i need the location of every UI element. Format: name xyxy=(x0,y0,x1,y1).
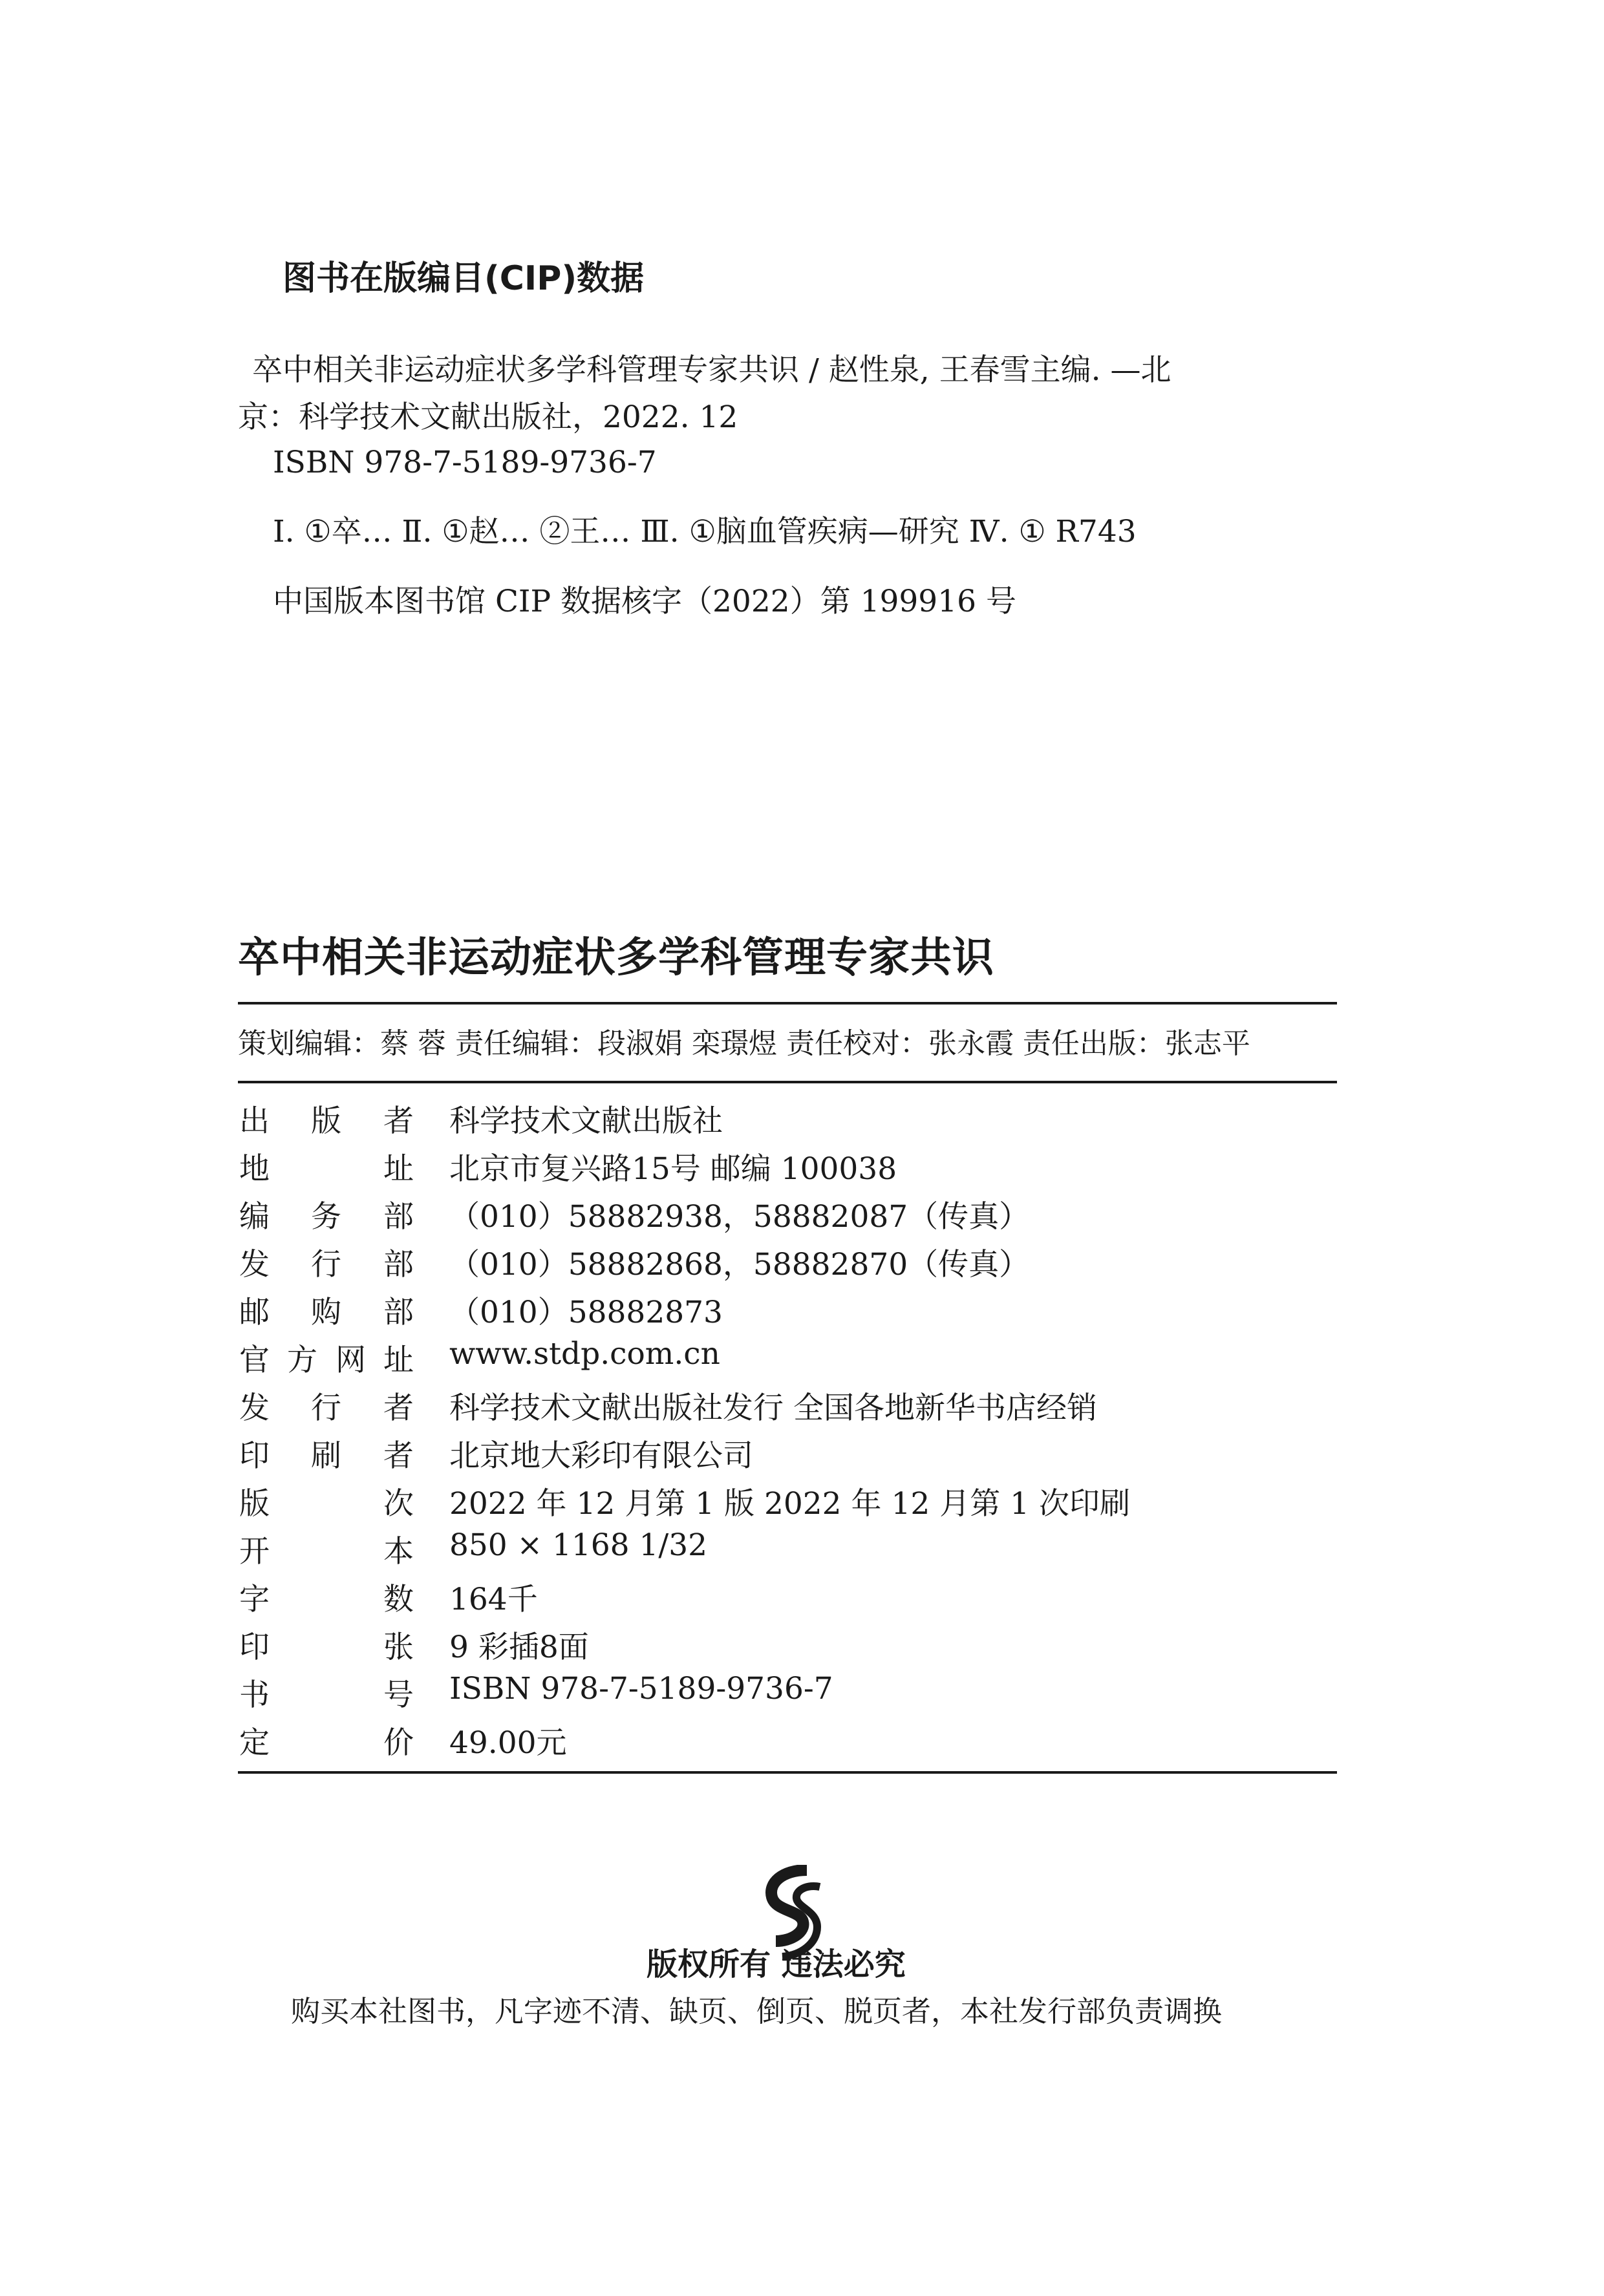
info-value: （010）58882868，58882870（传真） xyxy=(449,1247,1030,1282)
info-label-char: 网 xyxy=(336,1343,366,1378)
info-label-char: 购 xyxy=(311,1295,341,1330)
info-label-char: 编 xyxy=(239,1199,270,1235)
info-label-char: 版 xyxy=(311,1103,341,1139)
info-label-char: 者 xyxy=(383,1438,414,1474)
info-label-char: 发 xyxy=(239,1247,270,1282)
info-value: 49.00元 xyxy=(449,1725,567,1761)
info-label-char: 版 xyxy=(239,1486,270,1522)
info-label-char: 址 xyxy=(383,1343,414,1378)
info-label-char: 数 xyxy=(383,1582,414,1617)
cip-description-line-2: 京：科学技术文献出版社，2022. 12 xyxy=(238,399,738,435)
cip-heading: 图书在版编目(CIP)数据 xyxy=(283,259,645,298)
info-value: 9 彩插8面 xyxy=(449,1630,589,1665)
title-rule xyxy=(238,1002,1337,1004)
editors-rule xyxy=(238,1081,1337,1083)
info-label-char: 出 xyxy=(239,1103,270,1139)
cip-description-line-1: 卒中相关非运动症状多学科管理专家共识 / 赵性泉, 王春雪主编. —北 xyxy=(252,352,1171,388)
info-label-char: 印 xyxy=(239,1630,270,1665)
info-label-char: 行 xyxy=(311,1390,341,1426)
info-label-char: 印 xyxy=(239,1438,270,1474)
info-label-char: 价 xyxy=(383,1725,414,1761)
table-bottom-rule xyxy=(238,1771,1337,1774)
replacement-notice: 购买本社图书，凡字迹不清、缺页、倒页、脱页者，本社发行部负责调换 xyxy=(291,1994,1223,2028)
info-label-char: 部 xyxy=(383,1199,414,1235)
info-label-char: 部 xyxy=(383,1295,414,1330)
cip-isbn: ISBN 978-7-5189-9736-7 xyxy=(273,445,657,480)
info-value: 2022 年 12 月第 1 版 2022 年 12 月第 1 次印刷 xyxy=(449,1486,1130,1522)
info-label-char: 字 xyxy=(239,1582,270,1617)
info-label-char: 方 xyxy=(287,1343,317,1378)
info-label-char: 官 xyxy=(239,1343,270,1378)
info-value: （010）58882938，58882087（传真） xyxy=(449,1199,1030,1235)
info-value: 科学技术文献出版社 xyxy=(449,1103,723,1139)
copyright-notice-title: 版权所有 违法必究 xyxy=(647,1946,906,1982)
book-title: 卒中相关非运动症状多学科管理专家共识 xyxy=(238,934,994,982)
info-label-char: 书 xyxy=(239,1677,270,1713)
info-label-char: 刷 xyxy=(311,1438,341,1474)
info-label-char: 号 xyxy=(383,1677,414,1713)
info-label-char: 者 xyxy=(383,1390,414,1426)
info-label-char: 址 xyxy=(383,1151,414,1187)
cip-subject-classification: Ⅰ. ①卒… Ⅱ. ①赵… ②王… Ⅲ. ①脑血管疾病—研究 Ⅳ. ① R743 xyxy=(273,514,1137,549)
info-value: 科学技术文献出版社发行 全国各地新华书店经销 xyxy=(449,1390,1097,1426)
info-label-char: 发 xyxy=(239,1390,270,1426)
info-value: 北京市复兴路15号 邮编 100038 xyxy=(449,1151,897,1187)
cip-verification-number: 中国版本图书馆 CIP 数据核字（2022）第 199916 号 xyxy=(273,584,1016,619)
info-value: 850 × 1168 1/32 xyxy=(449,1527,708,1563)
info-value: www.stdp.com.cn xyxy=(449,1336,720,1372)
info-value: （010）58882873 xyxy=(449,1295,723,1330)
info-label-char: 本 xyxy=(383,1534,414,1569)
info-label-char: 定 xyxy=(239,1725,270,1761)
info-label-char: 部 xyxy=(383,1247,414,1282)
info-label-char: 次 xyxy=(383,1486,414,1522)
info-value: 164千 xyxy=(449,1582,538,1617)
info-label-char: 开 xyxy=(239,1534,270,1569)
info-value: ISBN 978-7-5189-9736-7 xyxy=(449,1671,833,1706)
info-label-char: 务 xyxy=(311,1199,341,1235)
info-label-char: 地 xyxy=(239,1151,270,1187)
info-label-char: 邮 xyxy=(239,1295,270,1330)
info-label-char: 者 xyxy=(383,1103,414,1139)
editors-line: 策划编辑：蔡 蓉 责任编辑：段淑娟 栾璟煜 责任校对：张永霞 责任出版：张志平 xyxy=(238,1027,1250,1060)
info-value: 北京地大彩印有限公司 xyxy=(449,1438,753,1474)
info-label-char: 行 xyxy=(311,1247,341,1282)
info-label-char: 张 xyxy=(383,1630,414,1665)
